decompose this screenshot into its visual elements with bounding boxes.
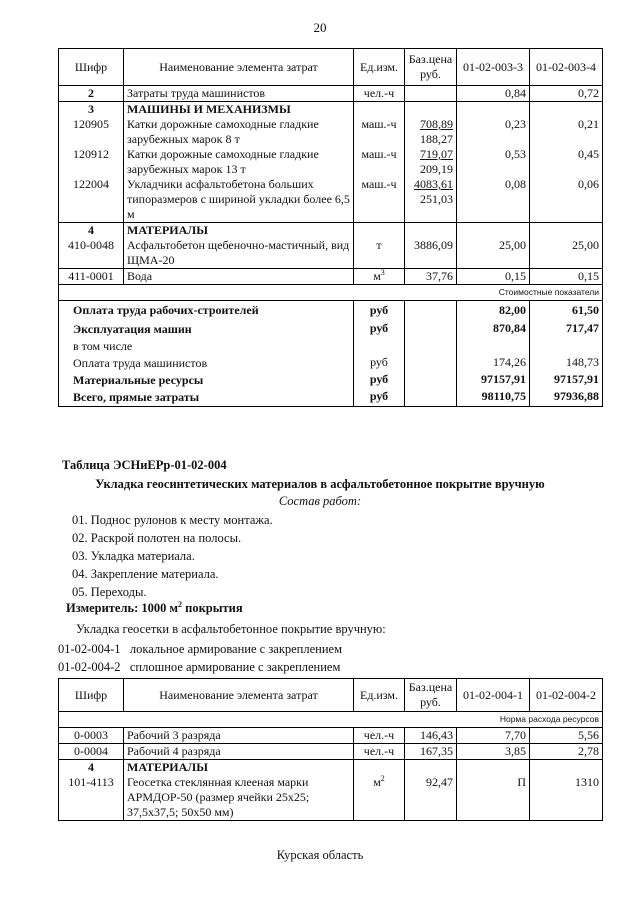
summary-unit: руб: [354, 389, 405, 407]
work-step: 02. Раскрой полотен на полосы.: [72, 531, 242, 545]
row-value-b: 0,21: [530, 117, 603, 147]
table-row: [59, 117, 603, 147]
row-value-b: 0,15: [530, 269, 603, 285]
row-unit: маш.-ч: [354, 147, 405, 177]
price-line-1: 708,89: [420, 117, 453, 131]
row-code: 410-0048: [59, 238, 124, 269]
price-line-2: 251,03: [420, 192, 453, 206]
summary-row: [59, 372, 603, 389]
cost-indicators-row: [59, 285, 603, 301]
section-title: МАШИНЫ И МЕХАНИЗМЫ: [124, 102, 354, 118]
section-title: МАТЕРИАЛЫ: [124, 760, 354, 776]
summary-name: Эксплуатация машин: [59, 321, 354, 338]
page-number: 20: [313, 20, 327, 35]
row-unit: чел.-ч: [354, 744, 405, 760]
table-header: [59, 679, 603, 712]
summary-value-a: 98110,75: [457, 389, 530, 407]
row-value-b: 5,56: [530, 728, 603, 744]
cost-indicators-label: Стоимостные показатели: [59, 285, 603, 301]
cost-table-1: [58, 48, 603, 407]
row-unit: чел.-ч: [354, 728, 405, 744]
summary-name: Материальные ресурсы: [59, 372, 354, 389]
summary-row: [59, 338, 603, 355]
table-2-subtitle: Укладка геосинтетических материалов в асфальтобетонное покрытие вручную: [95, 477, 545, 491]
row-unit: т: [354, 238, 405, 269]
row-code: 120905: [59, 117, 124, 147]
summary-row: [59, 301, 603, 321]
row-name: Вода: [124, 269, 354, 285]
row-code: 2: [59, 86, 124, 102]
option-text: локальное армирование с закреплением: [129, 642, 342, 656]
table-row: [59, 86, 603, 102]
table-row: [59, 744, 603, 760]
row-price: 3886,09: [405, 238, 457, 269]
row-price: 167,35: [405, 744, 457, 760]
row-value-a: 0,84: [457, 86, 530, 102]
row-value-b: 2,78: [530, 744, 603, 760]
summary-unit: руб: [354, 372, 405, 389]
work-step: 03. Укладка материала.: [72, 549, 195, 563]
row-price: [405, 147, 457, 177]
section-code: 3: [59, 102, 124, 118]
table-row: [59, 269, 603, 285]
row-name: Катки дорожные самоходные гладкие зарубежных марок 13 т: [124, 147, 354, 177]
summary-name: Всего, прямые затраты: [59, 389, 354, 407]
header-name: Наименование элемента затрат: [124, 49, 354, 86]
option-line: [58, 642, 342, 657]
header-code: Шифр: [59, 49, 124, 86]
row-price: 37,76: [405, 269, 457, 285]
row-code: 0-0003: [59, 728, 124, 744]
row-code: 101-4113: [59, 775, 124, 821]
norm-row: [59, 712, 603, 728]
table-header: [59, 49, 603, 86]
work-step: 05. Переходы.: [72, 585, 147, 599]
intro-text: Укладка геосетки в асфальтобетонное покрытие вручную:: [76, 622, 386, 636]
row-price: [405, 177, 457, 223]
row-value-a: 0,53: [457, 147, 530, 177]
row-code: 122004: [59, 177, 124, 223]
table-row: [59, 147, 603, 177]
row-value-a: 25,00: [457, 238, 530, 269]
summary-value-b: [530, 338, 603, 355]
section-row: [59, 223, 603, 239]
row-name: Асфальтобетон щебеночно-мастичный, вид ЩМА-20: [124, 238, 354, 269]
table-row: [59, 177, 603, 223]
row-name: Укладчики асфальтобетона больших типоразмеров с шириной укладки более 6,5 м: [124, 177, 354, 223]
summary-unit: [354, 338, 405, 355]
section-code: 4: [59, 223, 124, 239]
header-col-b: 01-02-003-4: [530, 49, 603, 86]
work-composition-title: Состав работ:: [278, 494, 362, 508]
summary-value-b: 717,47: [530, 321, 603, 338]
price-line-1: 719,07: [420, 147, 453, 161]
norm-label: Норма расхода ресурсов: [59, 712, 603, 728]
price-line-1: 4083,61: [414, 177, 453, 191]
meter-sup: 2: [178, 599, 183, 609]
header-col-b: 01-02-004-2: [530, 679, 603, 712]
summary-name: Оплата труда рабочих-строителей: [59, 301, 354, 321]
work-step: 04. Закрепление материала.: [72, 567, 219, 581]
row-value-a: П: [457, 775, 530, 821]
meter-text: Измеритель: 1000 м: [66, 601, 179, 615]
row-unit: чел.-ч: [354, 86, 405, 102]
summary-unit: руб: [354, 321, 405, 338]
row-code: 411-0001: [59, 269, 124, 285]
header-col-a: 01-02-004-1: [457, 679, 530, 712]
row-unit: маш.-ч: [354, 177, 405, 223]
meter-tail: покрытия: [182, 601, 243, 615]
price-line-2: 209,19: [420, 162, 453, 176]
row-name: Рабочий 3 разряда: [124, 728, 354, 744]
row-name: Затраты труда машинистов: [124, 86, 354, 102]
row-unit: [354, 269, 405, 285]
option-code: 01-02-004-2: [58, 660, 121, 674]
summary-value-b: 97157,91: [530, 372, 603, 389]
summary-value-a: 97157,91: [457, 372, 530, 389]
price-line-2: 188,27: [420, 132, 453, 146]
meter-label: [66, 601, 243, 616]
header-price: Баз.цена руб.: [405, 679, 457, 712]
section-row: [59, 760, 603, 776]
table-row: [59, 238, 603, 269]
summary-value-b: 148,73: [530, 355, 603, 372]
unit-sup: 3: [380, 268, 385, 277]
row-name: Рабочий 4 разряда: [124, 744, 354, 760]
work-step: 01. Поднос рулонов к месту монтажа.: [72, 513, 273, 527]
summary-value-a: 870,84: [457, 321, 530, 338]
option-line: [58, 660, 340, 675]
header-unit: Ед.изм.: [354, 679, 405, 712]
summary-value-a: 174,26: [457, 355, 530, 372]
row-unit: маш.-ч: [354, 117, 405, 147]
row-value-a: 0,23: [457, 117, 530, 147]
summary-value-b: 97936,88: [530, 389, 603, 407]
header-name: Наименование элемента затрат: [124, 679, 354, 712]
row-price: [405, 117, 457, 147]
row-code: 0-0004: [59, 744, 124, 760]
row-value-b: 0,72: [530, 86, 603, 102]
row-unit: [354, 775, 405, 821]
row-value-b: 25,00: [530, 238, 603, 269]
table-row: [59, 728, 603, 744]
header-col-a: 01-02-003-3: [457, 49, 530, 86]
summary-unit: руб: [354, 301, 405, 321]
section-code: 4: [59, 760, 124, 776]
row-price: [405, 86, 457, 102]
section-row: [59, 102, 603, 118]
row-value-a: 3,85: [457, 744, 530, 760]
option-text: сплошное армирование с закреплением: [129, 660, 341, 674]
summary-value-a: 82,00: [457, 301, 530, 321]
header-code: Шифр: [59, 679, 124, 712]
summary-row: [59, 389, 603, 407]
page-footer: Курская область: [276, 848, 364, 862]
summary-value-b: 61,50: [530, 301, 603, 321]
unit-base: м: [373, 269, 381, 283]
summary-row: [59, 355, 603, 372]
header-unit: Ед.изм.: [354, 49, 405, 86]
row-price: 146,43: [405, 728, 457, 744]
row-value-b: 0,06: [530, 177, 603, 223]
section-title: МАТЕРИАЛЫ: [124, 223, 354, 239]
option-code: 01-02-004-1: [58, 642, 121, 656]
header-price: Баз.цена руб.: [405, 49, 457, 86]
row-value-a: 7,70: [457, 728, 530, 744]
row-name: Катки дорожные самоходные гладкие зарубежных марок 8 т: [124, 117, 354, 147]
row-value-a: 0,08: [457, 177, 530, 223]
summary-value-a: [457, 338, 530, 355]
row-code: 120912: [59, 147, 124, 177]
row-value-a: 0,15: [457, 269, 530, 285]
row-value-b: 0,45: [530, 147, 603, 177]
summary-unit: руб: [354, 355, 405, 372]
unit-base: м: [373, 775, 381, 789]
row-price: 92,47: [405, 775, 457, 821]
row-name: Геосетка стеклянная клееная марки АРМДОР-50 (размер ячейки 25х25; 37,5х37,5; 50х50 мм): [124, 775, 354, 821]
summary-name: Оплата труда машинистов: [59, 355, 354, 372]
table-2-title: Таблица ЭСНиЕРр-01-02-004: [62, 458, 227, 472]
row-value-b: 1310: [530, 775, 603, 821]
summary-row: [59, 321, 603, 338]
summary-name: в том числе: [59, 338, 354, 355]
unit-sup: 2: [380, 774, 385, 783]
cost-table-2: [58, 678, 603, 821]
table-row: [59, 775, 603, 821]
